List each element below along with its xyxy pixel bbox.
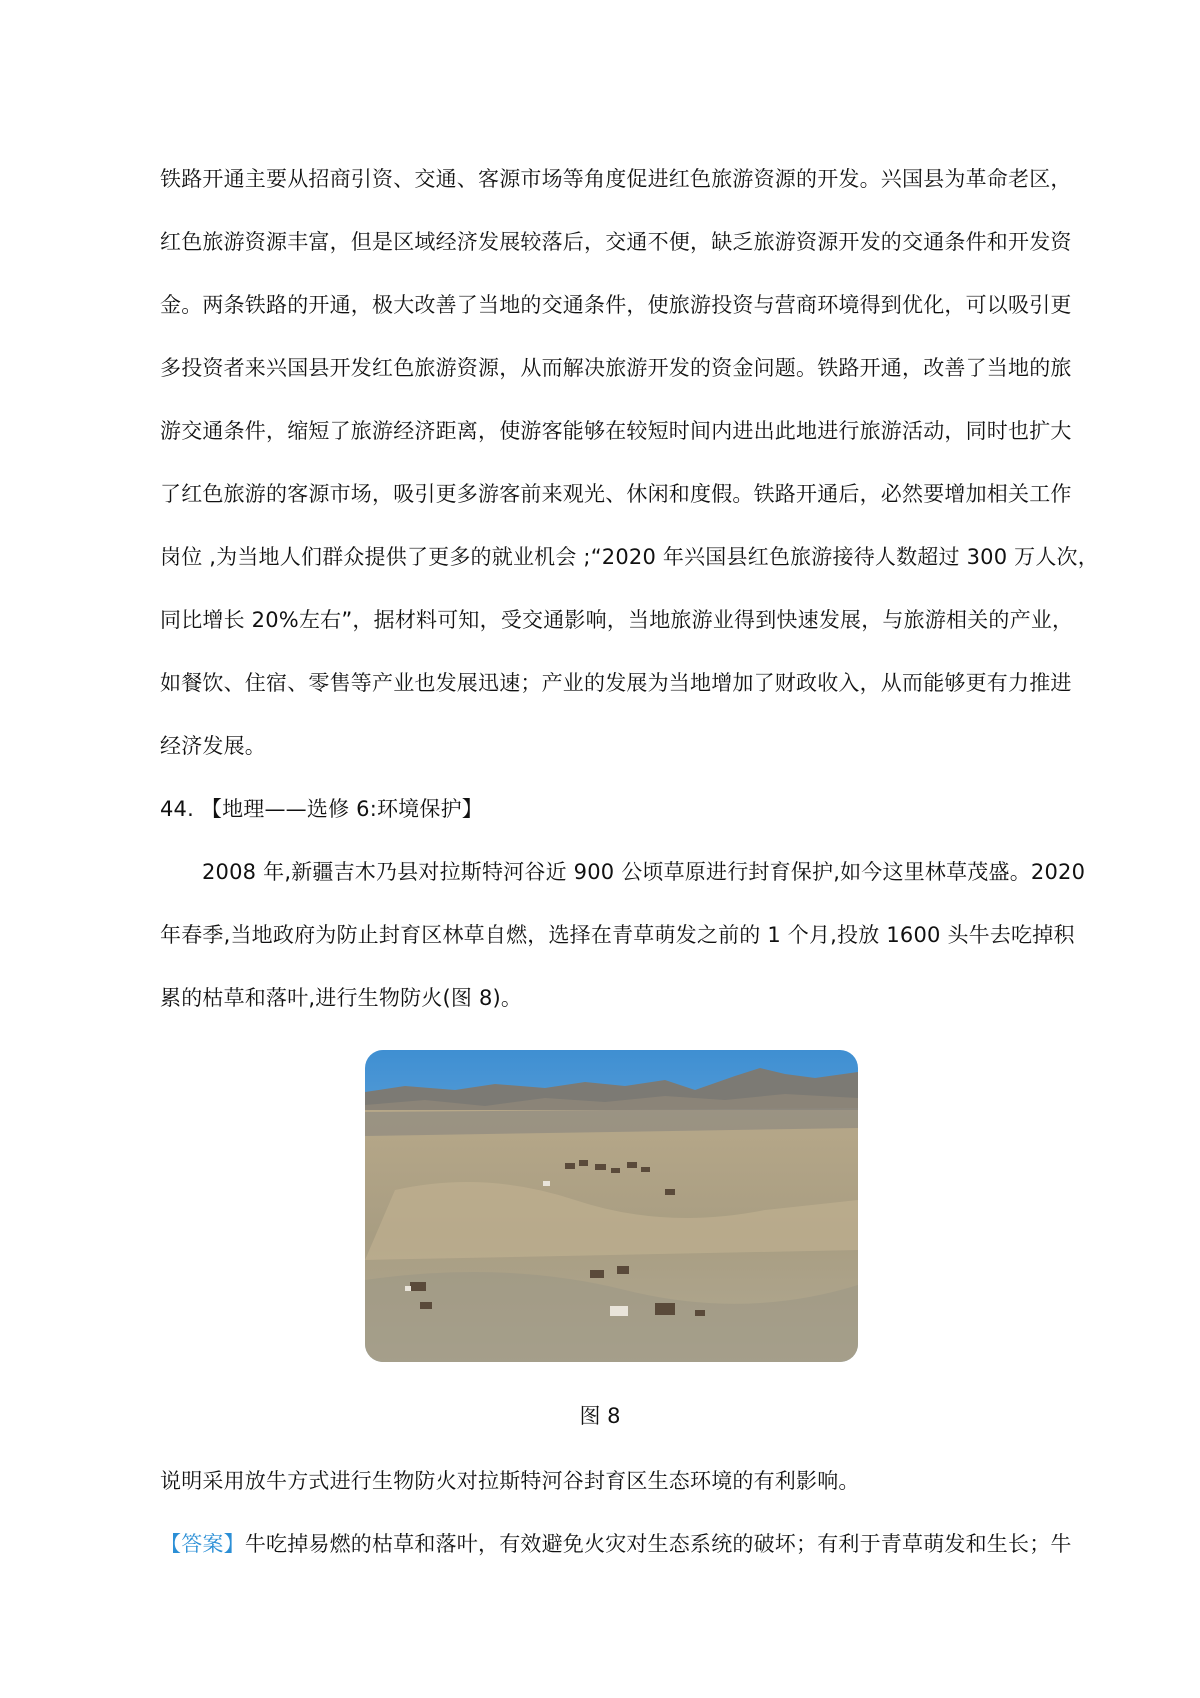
paragraph-line: 岗位 ,为当地人们群众提供了更多的就业机会 ;“2020 年兴国县红色旅游接待人数超过 300 万人次， — [160, 545, 1099, 569]
paragraph-line: 同比增长 20%左右”，据材料可知，受交通影响，当地旅游业得到快速发展，与旅游相关的产业， — [160, 608, 1074, 632]
paragraph-line: 多投资者来兴国县开发红色旅游资源，从而解决旅游开发的资金问题。铁路开通，改善了当地的旅 — [160, 356, 1072, 380]
paragraph-line: 游交通条件，缩短了旅游经济距离，使游客能够在较短时间内进出此地进行旅游活动，同时也扩大 — [160, 419, 1072, 443]
question-line: 2008 年,新疆吉木乃县对拉斯特河谷近 900 公顷草原进行封育保护,如今这里林草茂盛。2020 — [202, 860, 1086, 884]
question-heading: 44. 【地理——选修 6:环境保护】 — [160, 797, 483, 821]
figure-8-photo — [365, 1050, 858, 1362]
answer-line — [160, 1529, 1072, 1559]
paragraph-line: 红色旅游资源丰富，但是区域经济发展较落后，交通不便，缺乏旅游资源开发的交通条件和开发资 — [160, 230, 1072, 254]
paragraph-line: 金。两条铁路的开通，极大改善了当地的交通条件，使旅游投资与营商环境得到优化，可以吸引更 — [160, 293, 1072, 317]
answer-text: 牛吃掉易燃的枯草和落叶，有效避免火灾对生态系统的破坏；有利于青草萌发和生长；牛 — [244, 1532, 1072, 1556]
question-line: 年春季,当地政府为防止封育区林草自燃，选择在青草萌发之前的 1 个月,投放 1600 头牛去吃掉积 — [160, 923, 1075, 947]
paragraph-line: 如餐饮、住宿、零售等产业也发展迅速；产业的发展为当地增加了财政收入，从而能够更有力推进 — [160, 671, 1072, 695]
figure-caption: 图 8 — [579, 1404, 621, 1428]
question-line: 累的枯草和落叶,进行生物防火(图 8)。 — [160, 986, 523, 1010]
question-prompt: 说明采用放牛方式进行生物防火对拉斯特河谷封育区生态环境的有利影响。 — [160, 1469, 860, 1493]
answer-tag: 【答案】 — [160, 1532, 245, 1556]
paragraph-line: 铁路开通主要从招商引资、交通、客源市场等角度促进红色旅游资源的开发。兴国县为革命老区， — [160, 167, 1072, 191]
paragraph-line: 经济发展。 — [160, 734, 266, 758]
paragraph-line: 了红色旅游的客源市场，吸引更多游客前来观光、休闲和度假。铁路开通后，必然要增加相关工作 — [160, 482, 1072, 506]
